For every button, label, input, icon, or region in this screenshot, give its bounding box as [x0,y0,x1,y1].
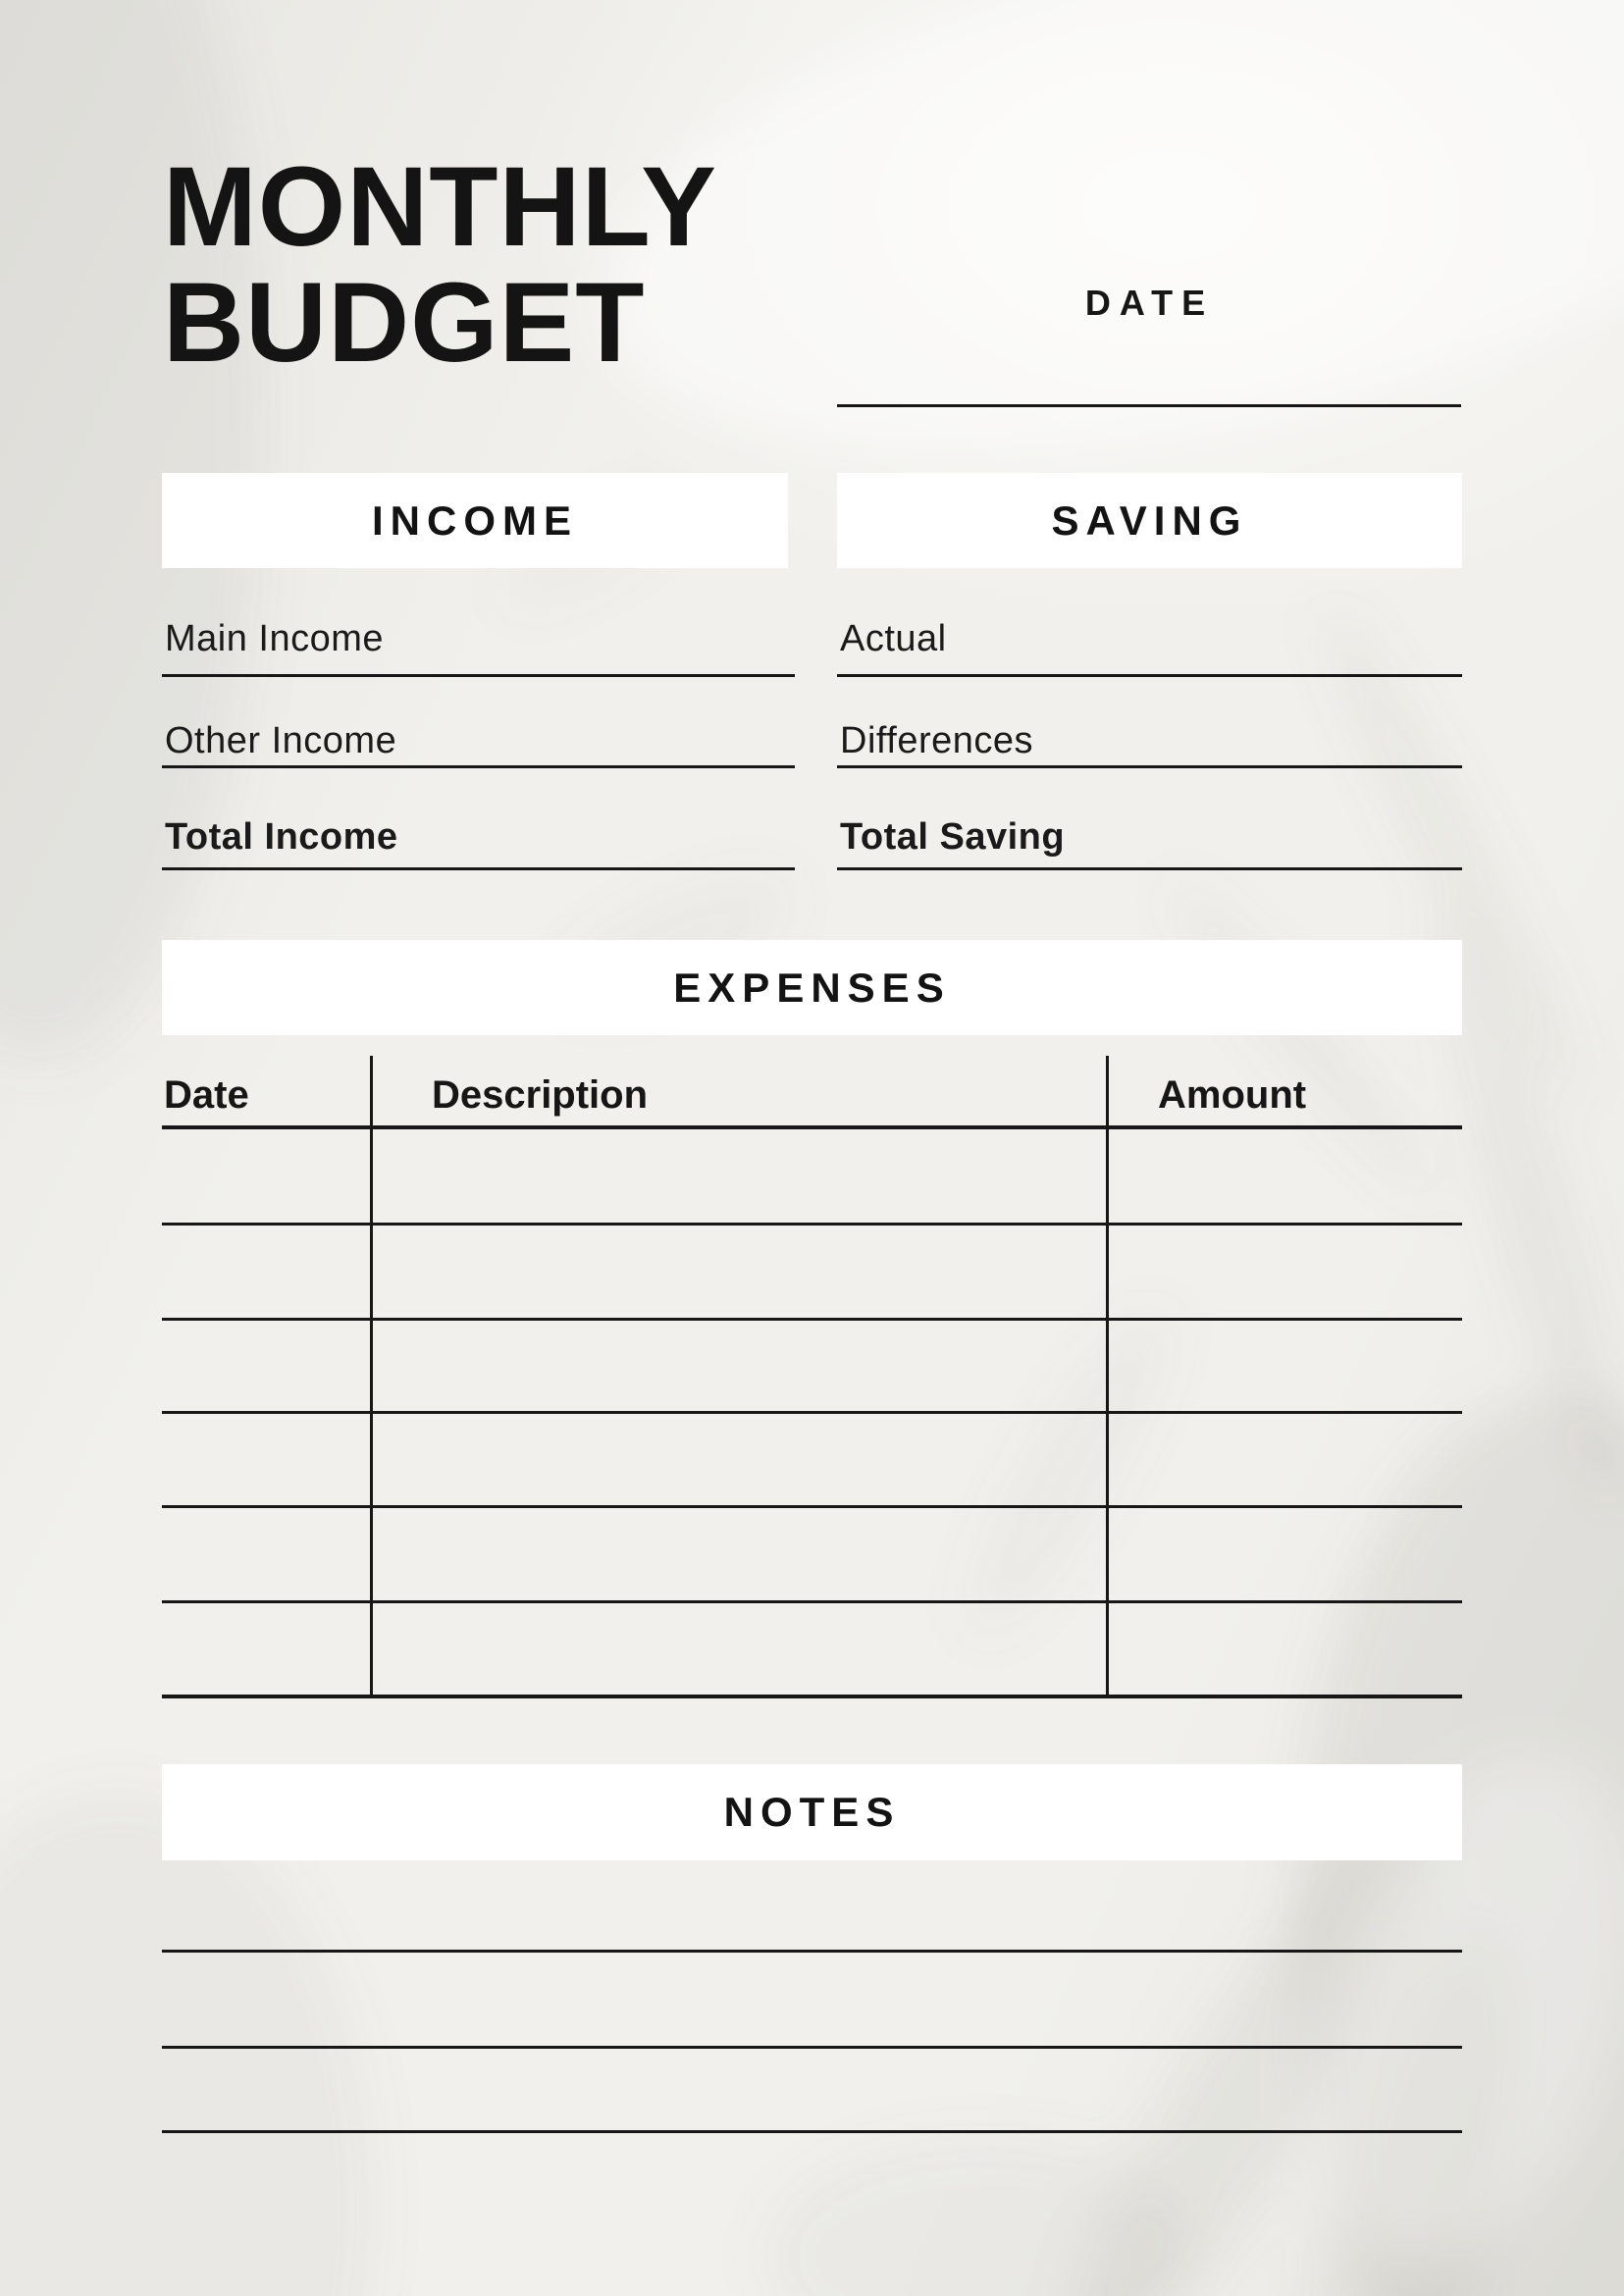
table-bottom-rule [162,1695,1462,1698]
income-header-label: INCOME [372,496,578,544]
other-income-label: Other Income [165,720,397,761]
date-input-line[interactable] [837,404,1461,407]
date-label: DATE [1084,283,1215,323]
expense-cell-description[interactable] [370,1603,1106,1695]
expense-cell-description[interactable] [370,1508,1106,1600]
saving-header-label: SAVING [1051,496,1248,544]
expense-cell-description[interactable] [370,1226,1106,1318]
main-income-label: Main Income [165,618,385,659]
notes-header-label: NOTES [723,1789,901,1835]
total-income-label: Total Income [165,816,398,858]
income-panel-header [162,473,788,568]
expense-cell-date[interactable] [162,1226,370,1318]
table-row [162,1603,1462,1695]
expense-cell-date[interactable] [162,1129,370,1223]
expense-cell-amount[interactable] [1106,1414,1462,1505]
column-header-date: Date [164,1073,249,1117]
expense-cell-amount[interactable] [1106,1129,1462,1223]
total-saving-input-line[interactable] [837,867,1462,870]
table-row [162,1414,1462,1505]
expense-cell-description[interactable] [370,1129,1106,1223]
actual-label: Actual [840,618,947,659]
notes-line[interactable] [162,2130,1462,2133]
title-line-1: MONTHLY [163,144,717,270]
date-value [837,353,1461,402]
table-row [162,1129,1462,1223]
notes-line[interactable] [162,1950,1462,1953]
page-title [163,144,717,386]
actual-input-line[interactable] [837,674,1462,677]
expenses-header-label: EXPENSES [673,964,951,1011]
table-row [162,1321,1462,1411]
expense-cell-description[interactable] [370,1321,1106,1411]
title-line-2: BUDGET [163,260,646,386]
total-saving-label: Total Saving [840,816,1066,858]
column-header-amount: Amount [1158,1073,1307,1117]
expense-cell-date[interactable] [162,1321,370,1411]
table-row [162,1226,1462,1318]
notes-line[interactable] [162,2046,1462,2049]
other-income-input-line[interactable] [162,765,795,768]
expense-cell-amount[interactable] [1106,1603,1462,1695]
expense-cell-description[interactable] [370,1414,1106,1505]
expense-cell-amount[interactable] [1106,1321,1462,1411]
notes-panel-header [162,1764,1462,1860]
differences-label: Differences [840,720,1034,761]
column-header-description: Description [432,1073,649,1117]
total-income-input-line[interactable] [162,867,795,870]
expense-cell-date[interactable] [162,1603,370,1695]
saving-panel-header [837,473,1462,568]
main-income-input-line[interactable] [162,674,795,677]
expense-cell-amount[interactable] [1106,1508,1462,1600]
table-row [162,1508,1462,1600]
differences-input-line[interactable] [837,765,1462,768]
expense-cell-amount[interactable] [1106,1226,1462,1318]
expense-cell-date[interactable] [162,1508,370,1600]
expense-cell-date[interactable] [162,1414,370,1505]
expenses-panel-header [162,940,1462,1035]
